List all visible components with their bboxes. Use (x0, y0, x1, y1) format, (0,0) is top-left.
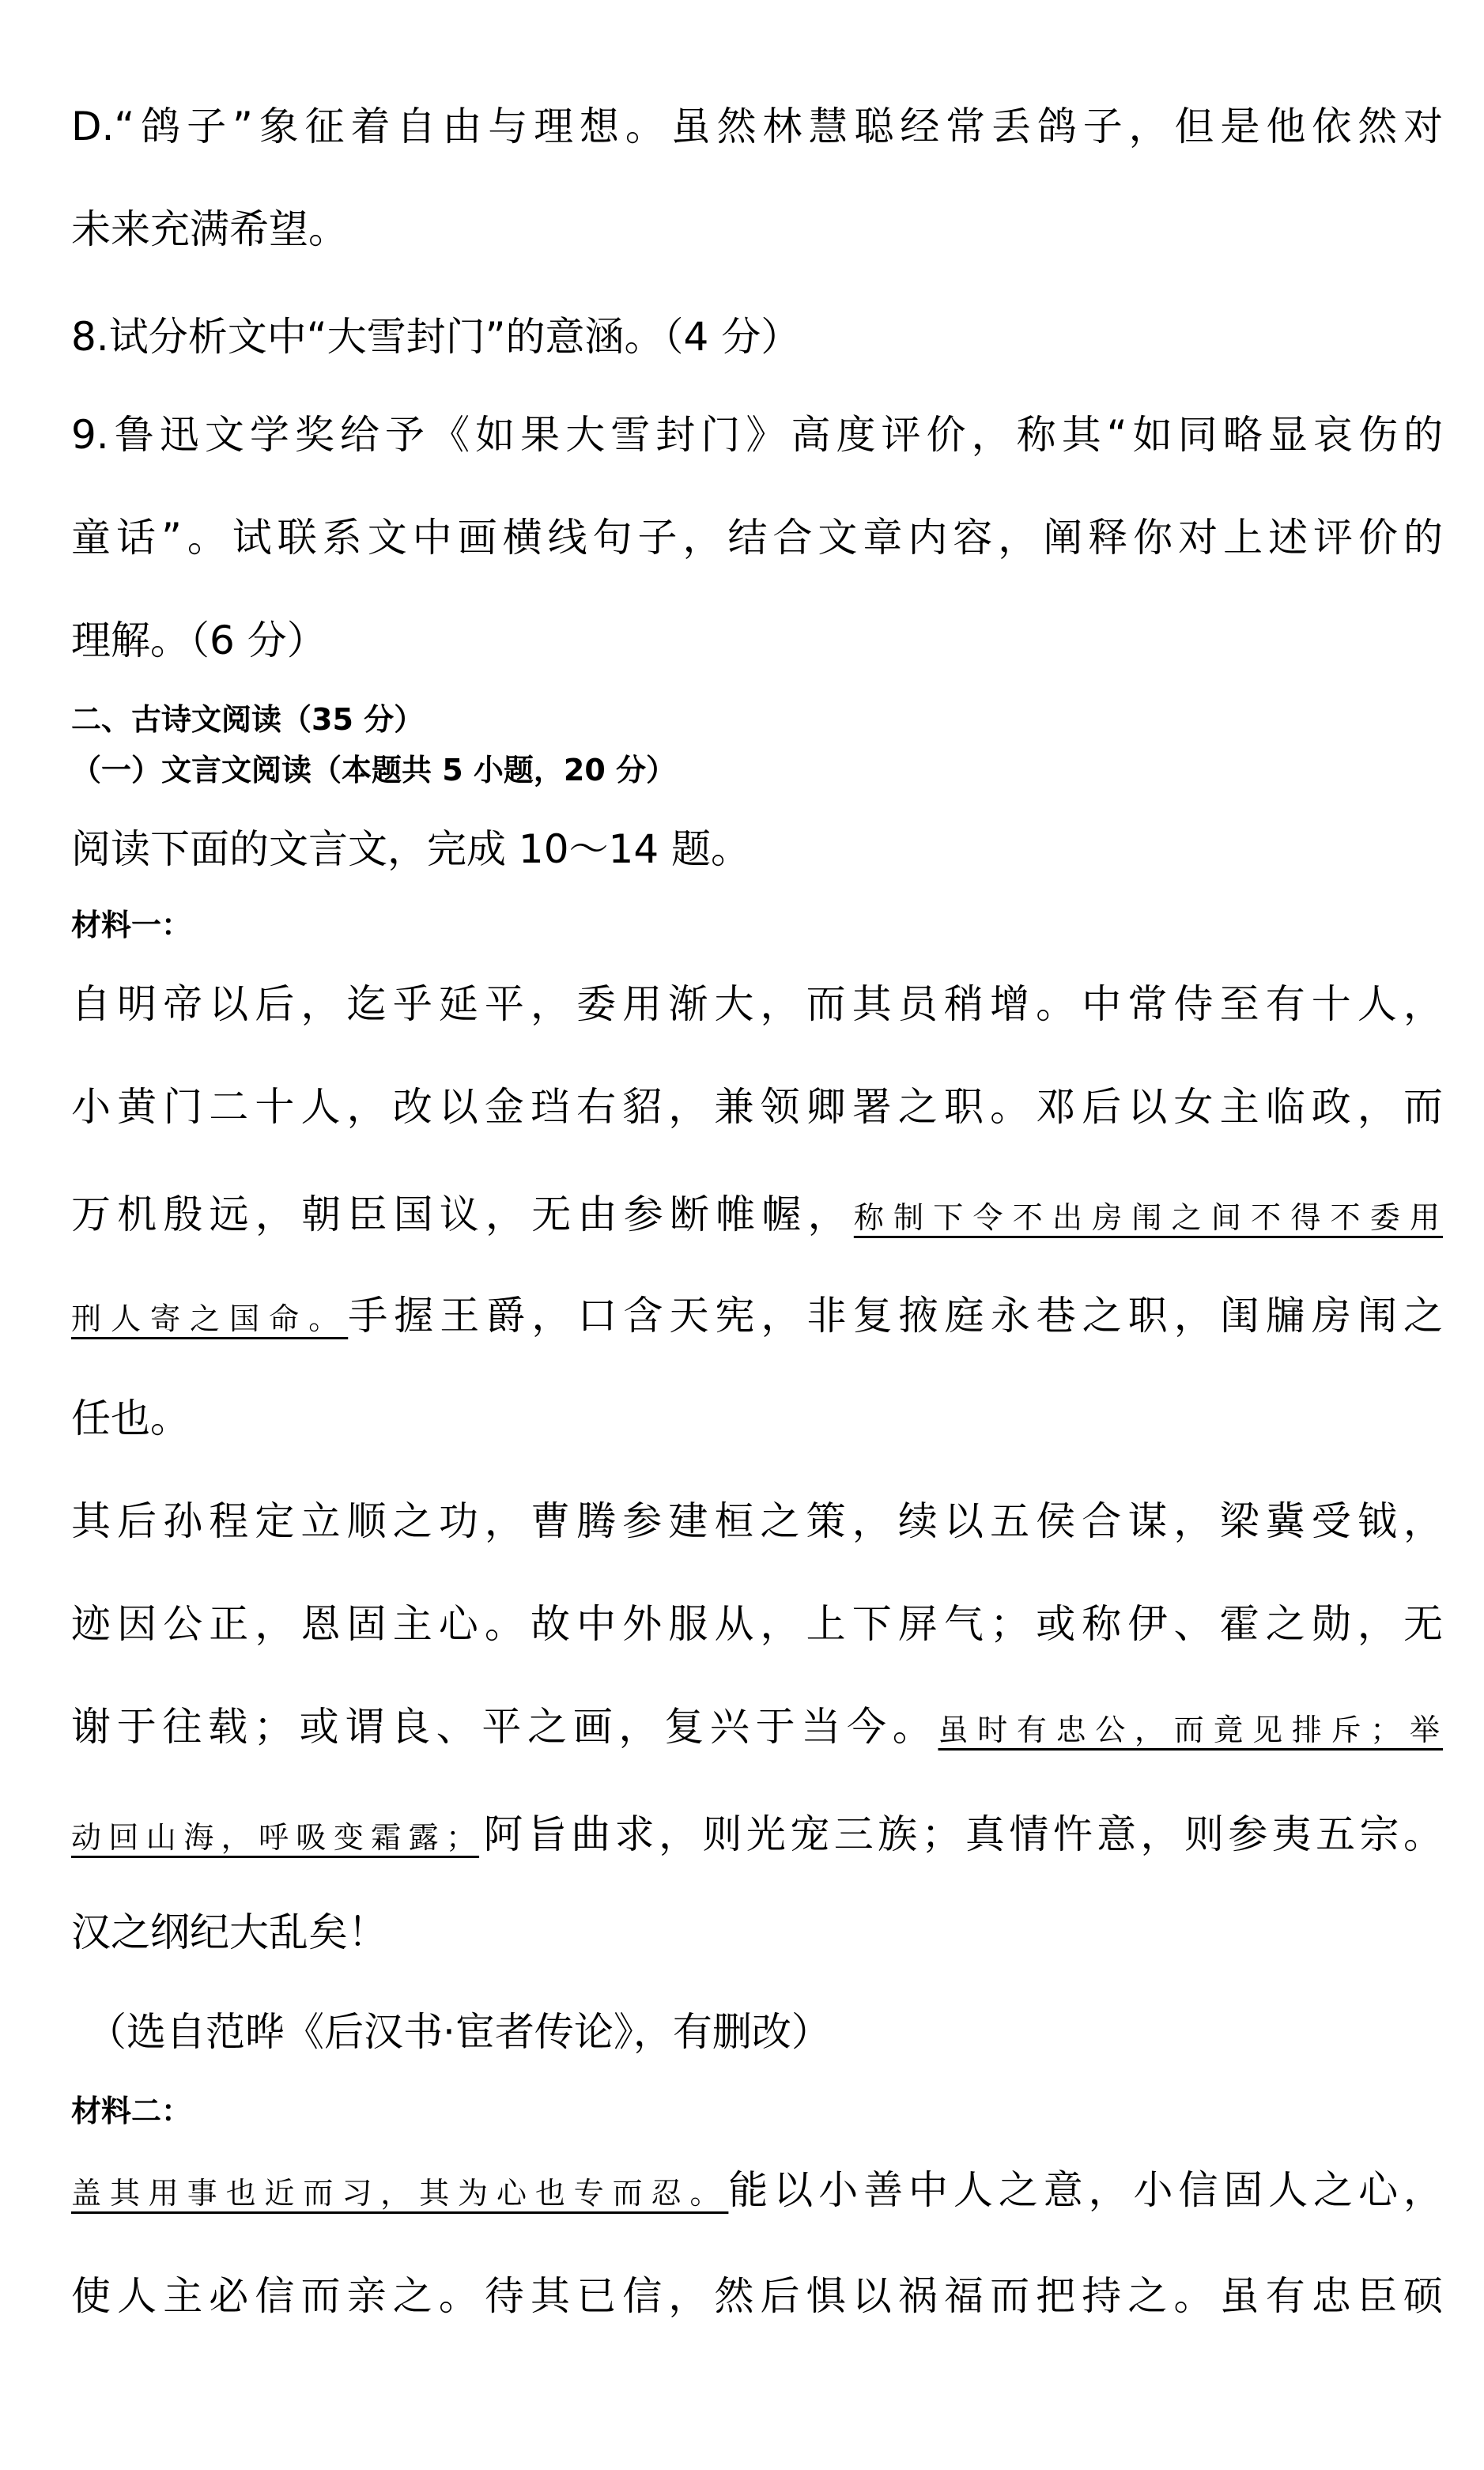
text-line (71, 1393, 1443, 1444)
text-line (71, 615, 1443, 666)
text-line (71, 979, 1443, 1029)
line-text: 自明帝以后，迄乎延平，委用渐大，而其员稍增。中常侍至有十人， (71, 981, 1443, 1027)
text-line (71, 2271, 1443, 2321)
section-heading (71, 2091, 1443, 2131)
text-line (71, 1907, 1443, 1958)
line-text: D.“鸽子”象征着自由与理想。虽然林慧聪经常丢鸽子，但是他依然对 (71, 104, 1443, 149)
line-text: 阿旨曲求，则光宠三族；真情忤意，则参夷五宗。 (479, 1811, 1443, 1857)
line-text: 二、古诗文阅读（35 分） (71, 702, 425, 737)
text-line (71, 1701, 1443, 1752)
line-text: 使人主必信而亲之。待其已信，然后惧以祸福而把持之。虽有忠臣硕 (71, 2273, 1443, 2319)
line-text: 万机殷远，朝臣国议，无由参断帷幄， (71, 1192, 854, 1237)
line-text: （一）文言文阅读（本题共 5 小题，20 分） (71, 753, 677, 787)
line-text: 8.试分析文中“大雪封门”的意涵。（4 分） (71, 314, 801, 360)
line-text: 小黄门二十人，改以金珰右貂，兼领卿署之职。邓后以女主临政，而 (71, 1084, 1443, 1130)
line-text: 手握王爵，口含天宪，非复掖庭永巷之职，闺牖房闱之 (348, 1293, 1443, 1339)
text-line (71, 1082, 1443, 1132)
text-line (71, 512, 1443, 563)
line-text: 任也。 (71, 1396, 190, 1441)
line-text: 材料二： (71, 2094, 192, 2128)
section-heading (71, 905, 1443, 945)
underlined-sentence: 动回山海，呼吸变霜露； (71, 1820, 480, 1855)
underlined-sentence: 虽时有忠公，而竟见排斥；举 (938, 1713, 1443, 1747)
text-line (71, 204, 1443, 255)
line-text: 9.鲁迅文学奖给予《如果大雪封门》高度评价，称其“如同略显哀伤的 (71, 412, 1443, 458)
line-text: 汉之纲纪大乱矣！ (71, 1909, 387, 1955)
line-text: 理解。（6 分） (71, 618, 327, 663)
text-line (71, 410, 1443, 460)
underlined-sentence: 盖其用事也近而习，其为心也专而忍。 (71, 2176, 729, 2211)
line-text: 能以小善中人之意，小信固人之心， (728, 2167, 1443, 2213)
line-text: 童话”。试联系文中画横线句子，结合文章内容，阐释你对上述评价的 (71, 515, 1443, 561)
line-text: 材料一： (71, 908, 192, 942)
text-line (71, 1189, 1443, 1240)
line-text: 阅读下面的文言文，完成 10～14 题。 (71, 826, 751, 872)
text-line (87, 2007, 1459, 2057)
text-line (71, 1290, 1443, 1341)
text-line (71, 312, 1443, 362)
text-line (71, 101, 1443, 152)
section-heading (71, 700, 1443, 739)
line-text: 谢于往载；或谓良、平之画，复兴于当今。 (71, 1704, 938, 1750)
text-line (71, 1496, 1443, 1547)
underlined-sentence: 称制下令不出房闱之间不得不委用 (853, 1200, 1443, 1235)
line-text: 未来充满希望。 (71, 206, 348, 252)
line-text: 其后孙程定立顺之功，曹腾参建桓之策，续以五侯合谋，梁冀受钺， (71, 1498, 1443, 1544)
text-line (71, 1809, 1443, 1860)
text-line (71, 2165, 1443, 2215)
section-heading (71, 750, 1443, 790)
underlined-sentence: 刑人寄之国命。 (71, 1301, 349, 1336)
line-text: 迹因公正，恩固主心。故中外服从，上下屏气；或称伊、霍之勋，无 (71, 1601, 1443, 1647)
text-line (71, 1599, 1443, 1649)
text-line (71, 824, 1443, 874)
line-text: （选自范晔《后汉书·宦者传论》，有删改） (87, 2009, 831, 2055)
